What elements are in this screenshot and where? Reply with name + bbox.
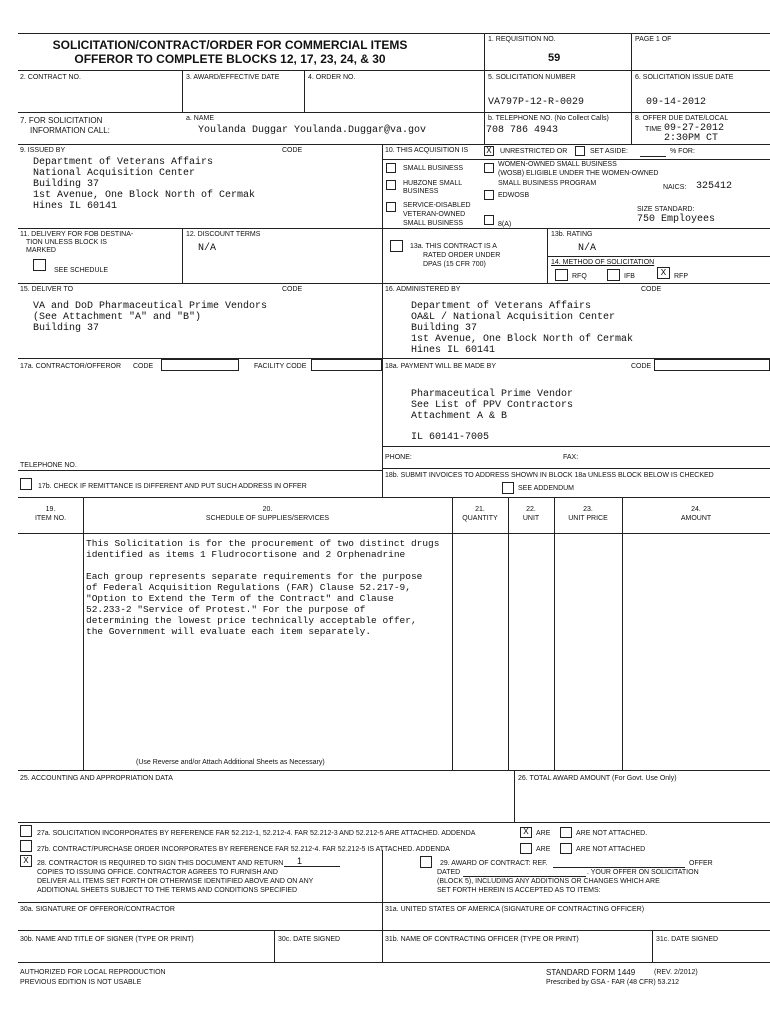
telephone-number[interactable]: 708 786 4943 bbox=[486, 125, 559, 136]
ifb-checkbox[interactable] bbox=[607, 269, 620, 281]
prescribed-note: Prescribed by GSA - FAR (48 CFR) 53.212 bbox=[546, 979, 680, 986]
time-label: TIME bbox=[645, 126, 662, 133]
issue-date-label: 6. SOLICITATION ISSUE DATE bbox=[635, 74, 734, 81]
remittance-checkbox[interactable] bbox=[20, 478, 32, 490]
delivery-fob-label-3: MARKED bbox=[26, 247, 56, 254]
clause-27b-checkbox[interactable] bbox=[20, 840, 32, 852]
method-label: 14. METHOD OF SOLICITATION bbox=[551, 259, 655, 266]
fax-label: FAX: bbox=[563, 454, 579, 461]
rfp-label: RFP bbox=[674, 273, 688, 280]
col-item-no-num: 19. bbox=[45, 506, 56, 513]
page-total: 59 bbox=[548, 52, 561, 64]
offer-label: OFFER bbox=[689, 860, 713, 867]
rating[interactable]: N/A bbox=[578, 243, 597, 254]
col-item-no: ITEM NO. bbox=[34, 515, 67, 522]
col-unit-price: UNIT PRICE bbox=[568, 515, 608, 522]
see-addendum-label: SEE ADDENDUM bbox=[518, 485, 575, 492]
col-amount-num: 24. bbox=[691, 506, 701, 513]
administered-by-address[interactable]: Department of Veterans Affairs OA&L / National Acquisition Center Building 37 1st Avenue, One Block North of Cermak Hines IL 60141 bbox=[411, 301, 634, 356]
rated-order-label: 13a. THIS CONTRACT IS A bbox=[410, 243, 497, 250]
eight-a-label: 8(A) bbox=[498, 221, 512, 228]
wosb-label: WOMEN-OWNED SMALL BUSINESS bbox=[498, 161, 617, 168]
clause-27a-label: 27a. SOLICITATION INCORPORATES BY REFERENCE FAR 52.212-1, 52.212-4. FAR 52.212-3 AND 52.212-5 ARE ATTACHED. ADDENDA bbox=[37, 830, 476, 837]
sign-required-label-3: DELIVER ALL ITEMS SET FORTH OR OTHERWISE IDENTIFIED ABOVE AND ON ANY bbox=[37, 878, 314, 885]
see-schedule-checkbox[interactable] bbox=[33, 259, 46, 271]
setaside-label: SET ASIDE: bbox=[590, 148, 628, 155]
order-no-label: 4. ORDER NO. bbox=[308, 74, 356, 81]
form-number: STANDARD FORM 1449 bbox=[546, 968, 636, 977]
edwosb-checkbox[interactable] bbox=[484, 190, 494, 200]
col-amount: AMOUNT bbox=[680, 515, 712, 522]
rating-label: 13b. RATING bbox=[551, 231, 593, 238]
sign-required-checkbox[interactable]: X bbox=[20, 855, 32, 867]
unrestricted-checkbox[interactable]: X bbox=[484, 146, 494, 156]
see-schedule-label: SEE SCHEDULE bbox=[54, 267, 109, 274]
total-award-label: 26. TOTAL AWARD AMOUNT (For Govt. Use Only) bbox=[518, 775, 677, 782]
signer-date-label: 30c. DATE SIGNED bbox=[278, 936, 341, 943]
rfq-checkbox[interactable] bbox=[555, 269, 568, 281]
col-quantity: QUANTITY bbox=[462, 515, 498, 522]
deliver-to-address[interactable]: VA and DoD Pharmaceutical Prime Vendors (See Attachment "A" and "B") Building 37 bbox=[33, 301, 268, 334]
contractor-code-label: CODE bbox=[133, 363, 154, 370]
ifb-label: IFB bbox=[624, 273, 635, 280]
award-label-3: (BLOCK 5), INCLUDING ANY ADDITIONS OR CHANGES WHICH ARE bbox=[437, 878, 660, 885]
sign-required-label-2: COPIES TO ISSUING OFFICE. CONTRACTOR AGREES TO FURNISH AND bbox=[37, 869, 278, 876]
delivery-fob-label-2: TION UNLESS BLOCK IS bbox=[26, 239, 107, 246]
hubzone-label-2: BUSINESS bbox=[403, 188, 439, 195]
see-addendum-checkbox[interactable] bbox=[502, 482, 514, 494]
col-unit-num: 22. bbox=[526, 506, 536, 513]
delivery-fob-label: 11. DELIVERY FOR FOB DESTINA- bbox=[20, 231, 134, 238]
administered-by-code-label: CODE bbox=[641, 286, 662, 293]
col-quantity-num: 21. bbox=[475, 506, 485, 513]
form-subtitle: OFFEROR TO COMPLETE BLOCKS 12, 17, 23, 24, & 30 bbox=[74, 52, 386, 66]
27a-are-not-checkbox[interactable] bbox=[560, 827, 572, 838]
name-label: a. NAME bbox=[186, 115, 215, 122]
27a-are-not-label: ARE NOT ATTACHED. bbox=[576, 830, 648, 837]
27a-are-checkbox[interactable]: X bbox=[520, 827, 532, 838]
size-standard[interactable]: 750 Employees bbox=[637, 214, 716, 225]
solicitation-number-label: 5. SOLICITATION NUMBER bbox=[488, 74, 576, 81]
wosb-label-3: SMALL BUSINESS PROGRAM bbox=[498, 180, 597, 187]
issued-by-label: 9. ISSUED BY bbox=[20, 147, 66, 154]
contractor-code-field[interactable] bbox=[161, 359, 239, 371]
issued-by-address[interactable]: Department of Veterans Affairs National Acquisition Center Building 37 1st Avenue, One Block North of Cermak Hines IL 60141 bbox=[33, 157, 256, 212]
sdvosb-label: SERVICE-DISABLED bbox=[403, 202, 471, 209]
sign-required-label-4: ADDITIONAL SHEETS SUBJECT TO THE TERMS AND CONDITIONS SPECIFIED bbox=[37, 887, 298, 894]
facility-code-label: FACILITY CODE bbox=[254, 363, 307, 370]
deliver-to-label: 15. DELIVER TO bbox=[20, 286, 74, 293]
27b-are-checkbox[interactable] bbox=[520, 843, 532, 854]
percent-label: % FOR: bbox=[670, 148, 695, 155]
contractor-label: 17a. CONTRACTOR/OFFEROR bbox=[20, 363, 121, 370]
offer-due-time[interactable]: 2:30PM CT bbox=[664, 133, 719, 144]
sdvosb-checkbox[interactable] bbox=[386, 202, 396, 212]
discount-terms-label: 12. DISCOUNT TERMS bbox=[186, 231, 261, 238]
award-date-label: 3. AWARD/EFFECTIVE DATE bbox=[186, 74, 280, 81]
offeror-signature-label: 30a. SIGNATURE OF OFFEROR/CONTRACTOR bbox=[20, 906, 175, 913]
phone-label: PHONE: bbox=[385, 454, 412, 461]
edwosb-label: EDWOSB bbox=[498, 192, 530, 199]
payment-code-field[interactable] bbox=[654, 359, 770, 371]
accounting-label: 25. ACCOUNTING AND APPROPRIATION DATA bbox=[20, 775, 173, 782]
sign-required-label: 28. CONTRACTOR IS REQUIRED TO SIGN THIS DOCUMENT AND RETURN bbox=[37, 860, 284, 867]
officer-signature-label: 31a. UNITED STATES OF AMERICA (SIGNATURE OF CONTRACTING OFFICER) bbox=[385, 906, 645, 913]
issued-by-code-label: CODE bbox=[282, 147, 303, 154]
reproduction-note: AUTHORIZED FOR LOCAL REPRODUCTION bbox=[20, 969, 166, 976]
27b-are-not-label: ARE NOT ATTACHED bbox=[576, 846, 646, 853]
setaside-checkbox[interactable] bbox=[575, 146, 585, 156]
wosb-checkbox[interactable] bbox=[484, 163, 494, 173]
page-label: PAGE 1 OF bbox=[635, 36, 672, 43]
rated-order-label-2: RATED ORDER UNDER bbox=[423, 252, 501, 259]
contact-name[interactable]: Youlanda Duggar Youlanda.Duggar@va.gov bbox=[198, 125, 427, 136]
offer-due-date[interactable]: 09-27-2012 bbox=[664, 123, 725, 134]
col-unit-price-num: 23. bbox=[583, 506, 593, 513]
sdvosb-label-2: VETERAN-OWNED bbox=[403, 211, 466, 218]
clause-27a-checkbox[interactable] bbox=[20, 825, 32, 837]
issue-date[interactable]: 09-14-2012 bbox=[646, 97, 707, 108]
dated-label: DATED bbox=[437, 869, 461, 876]
wosb-label-2: (WOSB) ELIGIBLE UNDER THE WOMEN-OWNED bbox=[498, 170, 659, 177]
col-unit: UNIT bbox=[522, 515, 540, 522]
eight-a-checkbox[interactable] bbox=[484, 215, 494, 225]
payment-label: 18a. PAYMENT WILL BE MADE BY bbox=[385, 363, 496, 370]
small-business-label: SMALL BUSINESS bbox=[403, 165, 464, 172]
form-title: SOLICITATION/CONTRACT/ORDER FOR COMMERCIAL ITEMS bbox=[52, 38, 408, 52]
hubzone-checkbox[interactable] bbox=[386, 180, 396, 190]
payment-code-label: CODE bbox=[631, 363, 652, 370]
27b-are-not-checkbox[interactable] bbox=[560, 843, 572, 854]
telephone-no-label: TELEPHONE NO. bbox=[20, 462, 77, 469]
officer-date-label: 31c. DATE SIGNED bbox=[656, 936, 719, 943]
info-call-label: 7. FOR SOLICITATION bbox=[20, 116, 103, 125]
small-business-checkbox[interactable] bbox=[386, 163, 396, 173]
offer-due-label: 8. OFFER DUE DATE/LOCAL bbox=[635, 115, 729, 122]
award-label: 29. AWARD OF CONTRACT: REF. bbox=[440, 860, 548, 867]
copies-count[interactable]: 1 bbox=[297, 856, 303, 866]
naics-label: NAICS: bbox=[663, 184, 687, 191]
solicitation-number[interactable]: VA797P-12-R-0029 bbox=[488, 97, 585, 108]
rfq-label: RFQ bbox=[572, 273, 587, 280]
col-schedule: SCHEDULE OF SUPPLIES/SERVICES bbox=[205, 515, 330, 522]
naics-code[interactable]: 325412 bbox=[696, 181, 733, 192]
sdvosb-label-3: SMALL BUSINESS bbox=[403, 220, 464, 227]
rated-order-checkbox[interactable] bbox=[390, 240, 403, 252]
info-call-label-2: INFORMATION CALL: bbox=[30, 126, 110, 135]
officer-name-label: 31b. NAME OF CONTRACTING OFFICER (TYPE OR PRINT) bbox=[385, 936, 579, 943]
invoice-label: 18b. SUBMIT INVOICES TO ADDRESS SHOWN IN BLOCK 18a UNLESS BLOCK BELOW IS CHECKED bbox=[385, 472, 714, 479]
your-offer-label: . YOUR OFFER ON SOLICITATION bbox=[587, 869, 699, 876]
administered-by-label: 16. ADMINISTERED BY bbox=[385, 286, 461, 293]
award-label-4: SET FORTH HEREIN IS ACCEPTED AS TO ITEMS: bbox=[437, 887, 601, 894]
signer-name-label: 30b. NAME AND TITLE OF SIGNER (TYPE OR PRINT) bbox=[20, 936, 194, 943]
remittance-label: 17b. CHECK IF REMITTANCE IS DIFFERENT AND PUT SUCH ADDRESS IN OFFER bbox=[38, 483, 307, 490]
schedule-footnote: (Use Reverse and/or Attach Additional Sheets as Necessary) bbox=[136, 759, 325, 766]
schedule-description: This Solicitation is for the procurement of two distinct drugs identified as items 1 Fludrocortisone and 2 Orphenadrine Each group represents separate requirements for the purpose of Federal Acquisition Regulations (FAR) Clause 52.217-9, "Option to Extend the Term of the Contract" and Clause 52.233-2 "Service of Protest." For the purpose of determining the lowest price technically acceptable offer, the Government will evaluate each item separately. bbox=[86, 538, 440, 637]
discount-terms[interactable]: N/A bbox=[198, 243, 217, 254]
requisition-label: 1. REQUISITION NO. bbox=[488, 36, 556, 43]
previous-edition-note: PREVIOUS EDITION IS NOT USABLE bbox=[20, 979, 142, 986]
payment-address[interactable]: Pharmaceutical Prime Vendor See List of PPV Contractors Attachment A & B bbox=[411, 389, 574, 422]
rated-order-label-3: DPAS (15 CFR 700) bbox=[423, 261, 486, 268]
award-checkbox[interactable] bbox=[420, 856, 432, 868]
form-revision: (REV. 2/2012) bbox=[654, 969, 698, 976]
27a-are-label: ARE bbox=[536, 830, 551, 837]
facility-code-field[interactable] bbox=[311, 359, 382, 371]
acquisition-label: 10. THIS ACQUISITION IS bbox=[385, 147, 469, 154]
deliver-to-code-label: CODE bbox=[282, 286, 303, 293]
hubzone-label: HUBZONE SMALL bbox=[403, 180, 463, 187]
col-schedule-num: 20. bbox=[262, 506, 273, 513]
27b-are-label: ARE bbox=[536, 846, 551, 853]
contract-no-label: 2. CONTRACT NO. bbox=[20, 74, 81, 81]
unrestricted-label: UNRESTRICTED OR bbox=[500, 148, 568, 155]
rfp-checkbox[interactable]: X bbox=[657, 267, 670, 279]
payment-zip[interactable]: IL 60141-7005 bbox=[411, 432, 490, 443]
telephone-label: b. TELEPHONE NO. (No Collect Calls) bbox=[488, 115, 609, 122]
size-standard-label: SIZE STANDARD: bbox=[637, 206, 695, 213]
clause-27b-label: 27b. CONTRACT/PURCHASE ORDER INCORPORATES BY REFERENCE FAR 52.212-4. FAR 52.212-5 IS ATTACHED. ADDENDA bbox=[37, 846, 450, 853]
